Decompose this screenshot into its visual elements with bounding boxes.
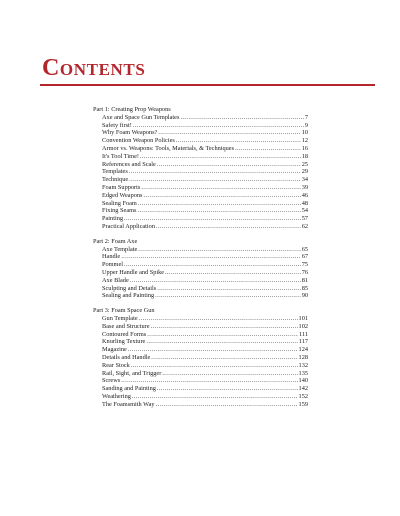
entry-title: Sealing Foam [102,199,137,207]
dot-leader [129,176,301,184]
page-number: 132 [298,361,308,369]
entry-title: Sanding and Painting [102,385,156,393]
entry-title: Foam Supports [102,183,141,191]
entry-title: Axe Template [102,245,138,253]
page-number: 102 [298,322,308,330]
toc-entry [93,253,308,261]
toc-entry [93,277,308,285]
toc-entry [93,323,308,331]
entry-title: Axe Blade [102,276,129,284]
toc-entry [93,315,308,323]
page-number: 57 [301,215,308,223]
toc-entry [93,215,308,223]
page-number: 135 [298,369,308,377]
page-number: 12 [301,137,308,145]
toc-part [93,106,308,231]
page-number: 124 [298,346,308,354]
dot-leader [131,362,298,370]
dot-leader [155,292,301,300]
page-number: 39 [301,183,308,191]
dot-leader [157,385,298,393]
entry-title: Technique [102,176,129,184]
entry-title: Magazine [102,346,127,354]
part-title: Part 2: Foam Axe [93,237,138,245]
entry-title: Upper Handle and Spike [102,268,165,276]
dot-leader [180,114,303,122]
toc-entry [93,354,308,362]
page-number: 67 [301,253,308,261]
dot-leader [156,401,298,409]
toc-entry [93,385,308,393]
toc-entry [93,223,308,231]
toc-entry [93,176,308,184]
toc-entry [93,246,308,254]
dot-leader [121,253,301,261]
page-number: 111 [299,330,308,338]
part-title: Part 3: Foam Space Gun [93,307,155,315]
entry-title: Screws [102,377,121,385]
toc-entry [93,200,308,208]
entry-title: Weathering [102,392,131,400]
toc-entry [93,338,308,346]
dot-leader [138,200,301,208]
dot-leader [121,377,297,385]
entry-title: Fixing Seams [102,207,137,215]
page-number: 75 [301,261,308,269]
entry-title: Pommel [102,261,123,269]
toc-entry [93,184,308,192]
dot-leader [162,370,297,378]
toc-entry [93,137,308,145]
entry-title: Why Foam Weapons? [102,129,158,137]
dot-leader [235,145,301,153]
dot-leader [133,122,304,130]
dot-leader [156,223,301,231]
dot-leader [165,269,301,277]
page-number: 9 [304,121,308,129]
entry-title: Armor vs. Weapons: Tools, Materials, & Techniques [102,144,235,152]
toc-entry [93,168,308,176]
toc-entry [93,161,308,169]
dot-leader [130,277,301,285]
entry-title: Safety first! [102,121,132,129]
page-number: 10 [301,129,308,137]
toc-entry [93,129,308,137]
entry-title: Sealing and Painting [102,292,155,300]
dot-leader [157,161,301,169]
dot-leader [157,285,300,293]
toc-entry [93,153,308,161]
toc-entry [93,145,308,153]
entry-title: Edged Weapons [102,191,143,199]
page-number: 65 [301,245,308,253]
page-number: 152 [298,392,308,400]
entry-title: Rail, Sight, and Trigger [102,369,162,377]
entry-title: Painting [102,215,123,223]
page-number: 159 [298,400,308,408]
entry-title: Knurling Texture [102,338,146,346]
page-number: 16 [301,144,308,152]
dot-leader [147,331,298,339]
entry-title: Axe and Space Gun Templates [102,113,180,121]
toc-entry [93,285,308,293]
toc-entry [93,331,308,339]
entry-title: The Foamsmith Way [102,400,155,408]
dot-leader [141,184,300,192]
entry-title: References and Scale [102,160,156,168]
toc-entry [93,269,308,277]
toc-entry [93,377,308,385]
page-number: 81 [301,276,308,284]
dot-leader [140,153,301,161]
toc-entry [93,114,308,122]
toc-entry [93,207,308,215]
page-number: 90 [301,292,308,300]
page-number: 140 [298,377,308,385]
part-title: Part 1: Creating Prop Weapons [93,106,171,113]
toc-entry [93,192,308,200]
page-number: 34 [301,176,308,184]
toc-entry [93,393,308,401]
toc-entry [93,292,308,300]
entry-title: Practical Application [102,222,155,230]
entry-title: Contoured Forms [102,330,147,338]
dot-leader [128,346,298,354]
entry-title: Sculpting and Details [102,284,157,292]
page-number: 25 [301,160,308,168]
dot-leader [158,129,300,137]
toc-entry [93,401,308,409]
page-number: 76 [301,268,308,276]
dot-leader [146,338,297,346]
page-number: 117 [298,338,308,346]
toc-entry [93,370,308,378]
dot-leader [124,215,301,223]
dot-leader [151,354,297,362]
entry-title: Handle [102,253,121,261]
dot-leader [138,246,300,254]
dot-leader [129,168,301,176]
page-number: 7 [304,113,308,121]
toc-part [93,307,308,408]
page-number: 85 [301,284,308,292]
entry-title: Base and Structure [102,322,150,330]
entry-title: It's Tool Time! [102,152,139,160]
dot-leader [151,323,298,331]
entry-title: Details and Handle [102,353,151,361]
dot-leader [139,315,298,323]
toc-entry [93,362,308,370]
table-of-contents [93,106,308,415]
page-number: 29 [301,168,308,176]
toc-entry [93,261,308,269]
entry-title: Templates [102,168,128,176]
dot-leader [176,137,301,145]
page-number: 62 [301,222,308,230]
dot-leader [137,207,300,215]
toc-entry [93,122,308,130]
page-title: Contents [42,55,146,81]
page-number: 48 [301,199,308,207]
page-number: 54 [301,207,308,215]
page-number: 46 [301,191,308,199]
toc-entry [93,346,308,354]
entry-title: Gun Template [102,314,138,322]
dot-leader [124,261,301,269]
title-rule [40,84,375,86]
page-number: 128 [298,353,308,361]
page-number: 142 [298,385,308,393]
page-number: 101 [298,314,308,322]
toc-part [93,238,308,300]
page-number: 18 [301,152,308,160]
dot-leader [132,393,298,401]
dot-leader [143,192,300,200]
entry-title: Rear Stock [102,361,130,369]
entry-title: Convention Weapon Policies [102,137,175,145]
